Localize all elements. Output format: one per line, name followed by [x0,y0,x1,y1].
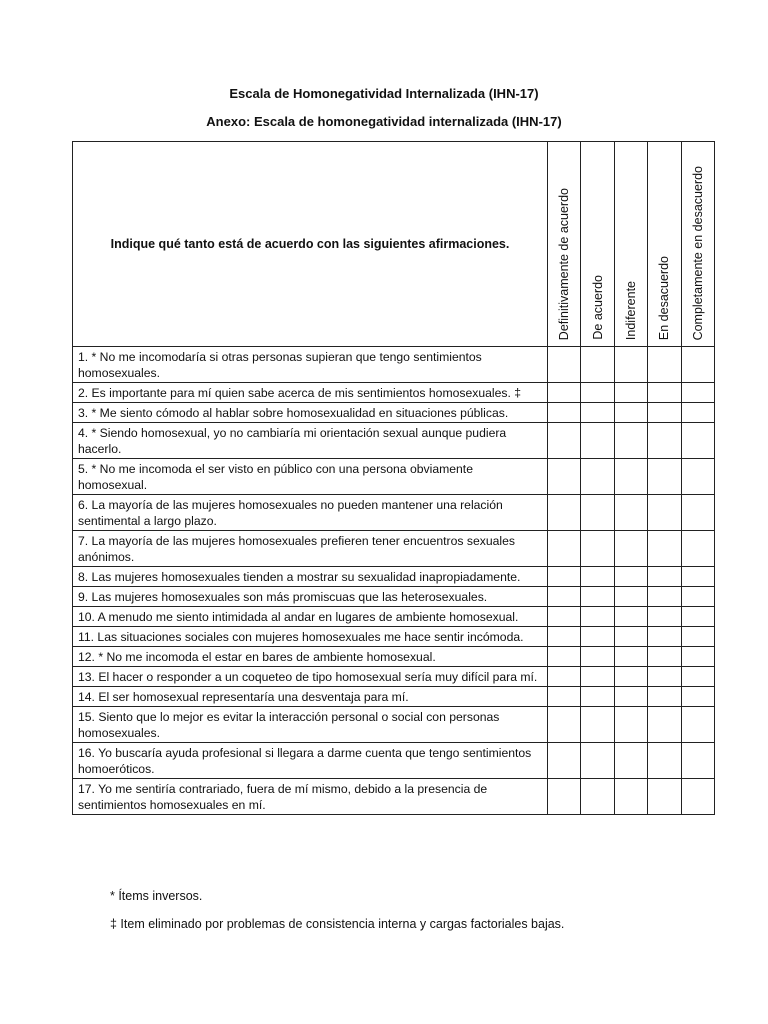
response-cell[interactable] [681,779,714,815]
response-cell[interactable] [548,567,581,587]
item-text: 9. Las mujeres homosexuales son más promiscuas que las heterosexuales. [73,587,548,607]
response-cell[interactable] [648,403,681,423]
response-cell[interactable] [581,779,614,815]
response-cell[interactable] [614,707,647,743]
item-text: 5. * No me incomoda el ser visto en público con una persona obviamente homosexual. [73,459,548,495]
response-cell[interactable] [548,687,581,707]
response-cell[interactable] [614,403,647,423]
response-cell[interactable] [548,403,581,423]
document-subtitle: Anexo: Escala de homonegatividad internalizada (IHN-17) [206,114,562,129]
response-cell[interactable] [581,567,614,587]
response-cell[interactable] [648,495,681,531]
response-cell[interactable] [681,707,714,743]
response-cell[interactable] [548,627,581,647]
response-cell[interactable] [648,743,681,779]
response-cell[interactable] [681,423,714,459]
response-cell[interactable] [681,687,714,707]
response-cell[interactable] [648,423,681,459]
response-cell[interactable] [614,347,647,383]
item-text: 11. Las situaciones sociales con mujeres homosexuales me hace sentir incómoda. [73,627,548,647]
option-label: Completamente en desacuerdo [690,165,705,340]
table-row [73,495,715,531]
table-row [73,459,715,495]
response-cell[interactable] [548,607,581,627]
table-row [73,647,715,667]
response-cell[interactable] [581,647,614,667]
document-title: Escala de Homonegatividad Internalizada (IHN-17) [229,86,539,101]
response-cell[interactable] [548,647,581,667]
response-cell[interactable] [581,403,614,423]
note-removed-item: ‡ Item eliminado por problemas de consistencia interna y cargas factoriales bajas. [110,917,565,931]
response-cell[interactable] [581,687,614,707]
item-text: 10. A menudo me siento intimidada al andar en lugares de ambiente homosexual. [73,607,548,627]
response-cell[interactable] [648,667,681,687]
response-cell[interactable] [681,667,714,687]
response-cell[interactable] [614,607,647,627]
response-cell[interactable] [614,459,647,495]
response-cell[interactable] [648,459,681,495]
option-header-definitely-agree [548,142,581,347]
response-cell[interactable] [681,627,714,647]
item-text: 2. Es importante para mí quien sabe acerca de mis sentimientos homosexuales. ‡ [73,383,548,403]
response-cell[interactable] [648,627,681,647]
response-cell[interactable] [581,383,614,403]
response-cell[interactable] [548,459,581,495]
item-text: 6. La mayoría de las mujeres homosexuales no pueden mantener una relación sentimental a largo plazo. [73,495,548,531]
response-cell[interactable] [681,531,714,567]
response-cell[interactable] [614,667,647,687]
response-cell[interactable] [581,627,614,647]
item-text: 7. La mayoría de las mujeres homosexuales prefieren tener encuentros sexuales anónimos. [73,531,548,567]
response-cell[interactable] [548,707,581,743]
response-cell[interactable] [581,423,614,459]
scale-table [72,141,715,815]
option-label: De acuerdo [590,275,605,340]
table-row [73,627,715,647]
response-cell[interactable] [648,687,681,707]
table-row [73,347,715,383]
response-cell[interactable] [648,779,681,815]
item-text: 1. * No me incomodaría si otras personas supieran que tengo sentimientos homosexuales. [73,347,548,383]
response-cell[interactable] [614,495,647,531]
note-reversed-items: * Ítems inversos. [110,889,203,903]
response-cell[interactable] [648,347,681,383]
item-text: 17. Yo me sentiría contrariado, fuera de mí mismo, debido a la presencia de sentimientos homosexuales en mí. [73,779,548,815]
response-cell[interactable] [614,587,647,607]
response-cell[interactable] [681,647,714,667]
table-row [73,779,715,815]
table-row [73,531,715,567]
option-header-indifferent [614,142,647,347]
item-text: 15. Siento que lo mejor es evitar la interacción personal o social con personas homosexuales. [73,707,548,743]
response-cell[interactable] [681,459,714,495]
table-row [73,403,715,423]
table-row [73,607,715,627]
response-cell[interactable] [681,607,714,627]
response-cell[interactable] [614,531,647,567]
table-row [73,707,715,743]
response-cell[interactable] [614,647,647,667]
response-cell[interactable] [548,587,581,607]
response-cell[interactable] [614,627,647,647]
items-body [73,347,715,815]
header-row [73,142,715,347]
response-cell[interactable] [681,403,714,423]
response-cell[interactable] [648,607,681,627]
response-cell[interactable] [614,779,647,815]
item-text: 4. * Siendo homosexual, yo no cambiaría mi orientación sexual aunque pudiera hacerlo. [73,423,548,459]
item-text: 8. Las mujeres homosexuales tienden a mostrar su sexualidad inapropiadamente. [73,567,548,587]
response-cell[interactable] [648,647,681,667]
item-text: 3. * Me siento cómodo al hablar sobre homosexualidad en situaciones públicas. [73,403,548,423]
item-text: 13. El hacer o responder a un coqueteo de tipo homosexual sería muy difícil para mí. [73,667,548,687]
option-header-agree [581,142,614,347]
response-cell[interactable] [581,587,614,607]
option-label: Indiferente [623,280,638,340]
item-text: 12. * No me incomoda el estar en bares de ambiente homosexual. [73,647,548,667]
option-header-completely-disagree [681,142,714,347]
table-row [73,667,715,687]
response-cell[interactable] [614,383,647,403]
response-cell[interactable] [681,383,714,403]
response-cell[interactable] [548,423,581,459]
option-label: En desacuerdo [657,255,672,340]
response-cell[interactable] [548,667,581,687]
response-cell[interactable] [581,743,614,779]
response-cell[interactable] [548,531,581,567]
response-cell[interactable] [681,587,714,607]
response-cell[interactable] [581,459,614,495]
response-cell[interactable] [648,567,681,587]
response-cell[interactable] [648,587,681,607]
response-cell[interactable] [681,567,714,587]
response-cell[interactable] [581,607,614,627]
response-cell[interactable] [614,687,647,707]
table-row [73,383,715,403]
response-cell[interactable] [581,707,614,743]
response-cell[interactable] [614,743,647,779]
response-cell[interactable] [581,347,614,383]
response-cell[interactable] [581,667,614,687]
table-row [73,587,715,607]
response-cell[interactable] [581,495,614,531]
option-label: Definitivamente de acuerdo [557,187,572,340]
response-cell[interactable] [648,383,681,403]
response-cell[interactable] [614,567,647,587]
table-row [73,423,715,459]
item-text: 14. El ser homosexual representaría una desventaja para mí. [73,687,548,707]
response-cell[interactable] [548,779,581,815]
response-cell[interactable] [548,743,581,779]
table-row [73,743,715,779]
response-cell[interactable] [548,383,581,403]
response-cell[interactable] [681,347,714,383]
response-cell[interactable] [681,495,714,531]
response-cell[interactable] [548,347,581,383]
option-header-disagree [648,142,681,347]
response-cell[interactable] [548,495,581,531]
response-cell[interactable] [614,423,647,459]
response-cell[interactable] [648,531,681,567]
table-row [73,567,715,587]
response-cell[interactable] [648,707,681,743]
instruction-header: Indique qué tanto está de acuerdo con las siguientes afirmaciones. [73,142,548,347]
response-cell[interactable] [581,531,614,567]
response-cell[interactable] [681,743,714,779]
table-row [73,687,715,707]
item-text: 16. Yo buscaría ayuda profesional si llegara a darme cuenta que tengo sentimientos homoeróticos. [73,743,548,779]
